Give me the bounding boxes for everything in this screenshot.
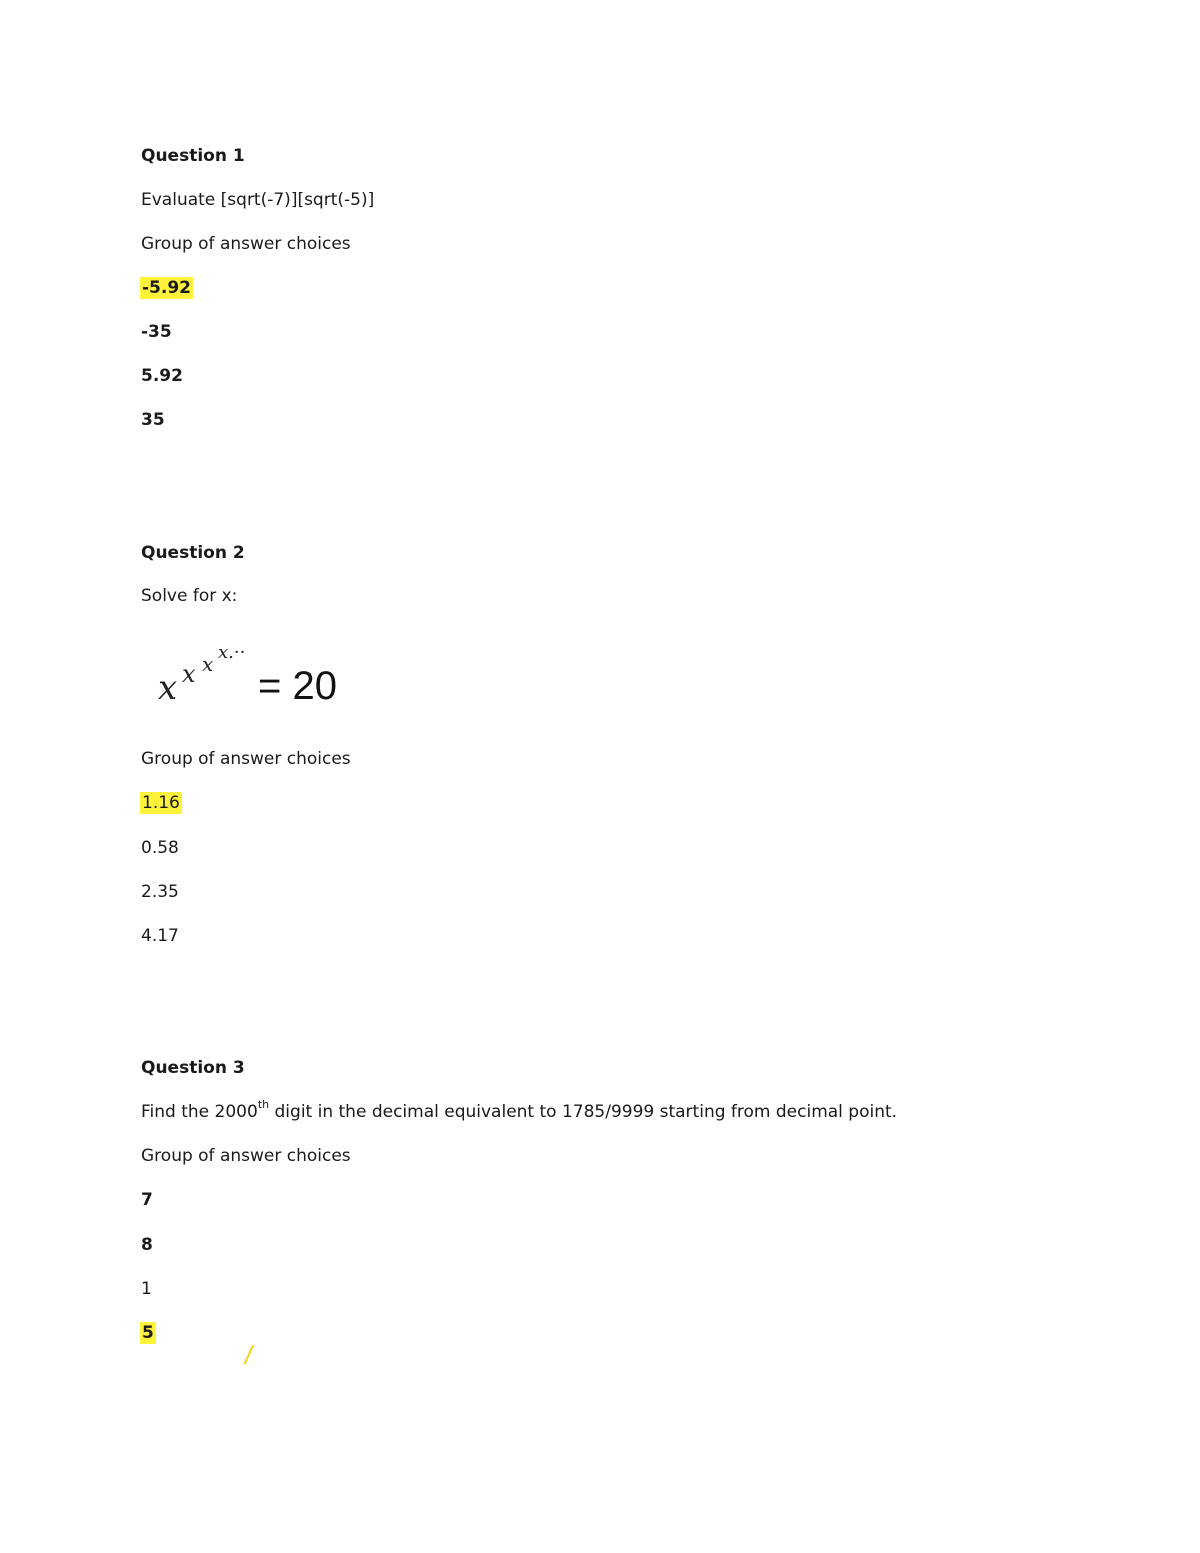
question-3-choice-1[interactable]: 7 (141, 1190, 153, 1210)
question-3-choice-4[interactable] (141, 1322, 156, 1344)
question-2-choice-2[interactable]: 0.58 (141, 838, 179, 858)
equation-exponent-1: x (182, 660, 196, 688)
question-3-prompt-after: digit in the decimal equivalent to 1785/9999 starting from decimal point. (269, 1102, 898, 1122)
question-1-choice-2[interactable]: -35 (141, 322, 172, 342)
question-1-prompt: Evaluate [sqrt(-7)][sqrt(-5)] (141, 190, 375, 210)
question-2-prompt: Solve for x: (141, 586, 238, 606)
question-2-choices-label: Group of answer choices (141, 749, 351, 769)
question-1-choices-label: Group of answer choices (141, 234, 351, 254)
question-3-title: Question 3 (141, 1058, 245, 1078)
equation-exponent-2: x (202, 652, 214, 676)
equation-base: x (158, 668, 178, 708)
question-1-choice-3[interactable]: 5.92 (141, 366, 183, 386)
question-2-choice-4[interactable]: 4.17 (141, 926, 179, 946)
question-3-prompt-before: Find the 2000 (141, 1102, 258, 1122)
question-2-title: Question 2 (141, 543, 245, 563)
question-2-choice-3[interactable]: 2.35 (141, 882, 179, 902)
question-3-choice-3[interactable]: 1 (141, 1279, 152, 1299)
highlighted-answer: -5.92 (142, 278, 191, 298)
question-2-choice-1[interactable] (141, 792, 182, 814)
annotation-slash-mark: / (242, 1340, 255, 1370)
highlighted-answer: 5 (142, 1323, 154, 1343)
question-1-choice-4[interactable]: 35 (141, 410, 165, 430)
question-3-prompt (141, 1098, 898, 1123)
equation-rhs: = 20 (258, 664, 337, 708)
question-1-choice-1[interactable] (141, 277, 193, 299)
question-3-choices-label: Group of answer choices (141, 1146, 351, 1166)
question-3-prompt-sup: th (257, 1098, 270, 1112)
question-3-choice-2[interactable]: 8 (141, 1235, 153, 1255)
question-1-title: Question 1 (141, 146, 245, 166)
highlighted-answer: 1.16 (142, 793, 180, 813)
equation-exponent-3: x.·· (218, 642, 246, 663)
